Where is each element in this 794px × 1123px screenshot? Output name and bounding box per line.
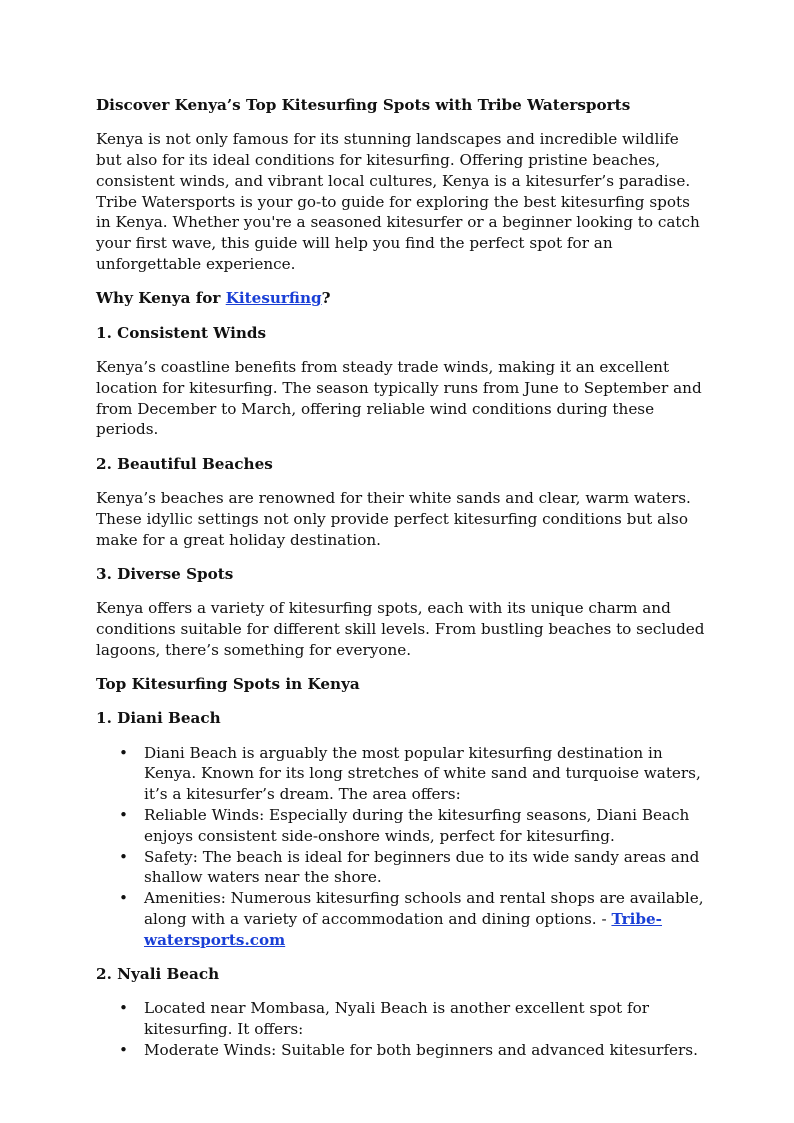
list-item: • Moderate Winds: Suitable for both beginners and advanced kitesurfers. — [144, 1040, 706, 1061]
why-kenya-prefix: Why Kenya for — [96, 289, 226, 308]
reason-text-spots: Kenya offers a variety of kitesurfing spots, each with its unique charm and conditions suitable for different skill levels. From bustling beaches to secluded lagoons, there’s something for everyone. — [96, 599, 705, 659]
diani-beach-heading: 1. Diani Beach — [96, 709, 221, 728]
amenities-text: Amenities: Numerous kitesurfing schools and rental shops are available, along with a variety of accommodation and dining options. - — [144, 889, 704, 928]
list-item: • Located near Mombasa, Nyali Beach is another excellent spot for kitesurfing. It offers: — [144, 998, 706, 1040]
why-kenya-heading — [96, 288, 706, 309]
reason-text-beaches: Kenya’s beaches are renowned for their white sands and clear, warm waters. These idyllic settings not only provide perfect kitesurfing conditions but also make for a great holiday destination. — [96, 488, 691, 549]
diani-beach-list — [96, 743, 706, 951]
why-kenya-suffix: ? — [321, 289, 331, 308]
list-item: • Reliable Winds: Especially during the kitesurfing seasons, Diani Beach enjoys consistent side-onshore winds, perfect for kitesurfing. — [144, 805, 706, 847]
list-item: • Diani Beach is arguably the most popular kitesurfing destination in Kenya. Known for its long stretches of white sand and turquoise waters, it’s a kitesurfer’s dream. The area offers: — [144, 743, 706, 805]
kitesurfing-link[interactable]: Kitesurfing — [225, 289, 322, 308]
reason-heading-beaches: 2. Beautiful Beaches — [96, 454, 273, 473]
top-spots-heading: Top Kitesurfing Spots in Kenya — [96, 675, 360, 694]
document-page — [96, 95, 706, 1074]
page-title: Discover Kenya’s Top Kitesurfing Spots with Tribe Watersports — [96, 96, 631, 114]
reason-heading-winds: 1. Consistent Winds — [96, 323, 267, 342]
reason-heading-spots: 3. Diverse Spots — [96, 564, 234, 583]
intro-paragraph: Kenya is not only famous for its stunning landscapes and incredible wildlife but also for its ideal conditions for kitesurfing. Offering pristine beaches, consistent winds, and vibrant local cultures, Kenya is a kitesurfer’s paradise. Tribe Watersports is your go-to guide for exploring the best kitesurfing spots in Kenya. Whether you're a seasoned kitesurfer or a beginner looking to catch your first wave, this guide will help you find the perfect spot for an unforgettable experience. — [96, 130, 700, 274]
nyali-beach-heading: 2. Nyali Beach — [96, 965, 220, 984]
reason-text-winds: Kenya’s coastline benefits from steady trade winds, making it an excellent location for kitesurfing. The season typically runs from June to September and from December to March, offering reliable wind conditions during these periods. — [96, 357, 702, 439]
list-item: • Safety: The beach is ideal for beginners due to its wide sandy areas and shallow waters near the shore. — [144, 847, 706, 889]
nyali-beach-list — [96, 998, 706, 1060]
list-item — [144, 888, 706, 950]
tribe-watersports-link[interactable]: Tribe-watersports.com — [144, 910, 662, 949]
